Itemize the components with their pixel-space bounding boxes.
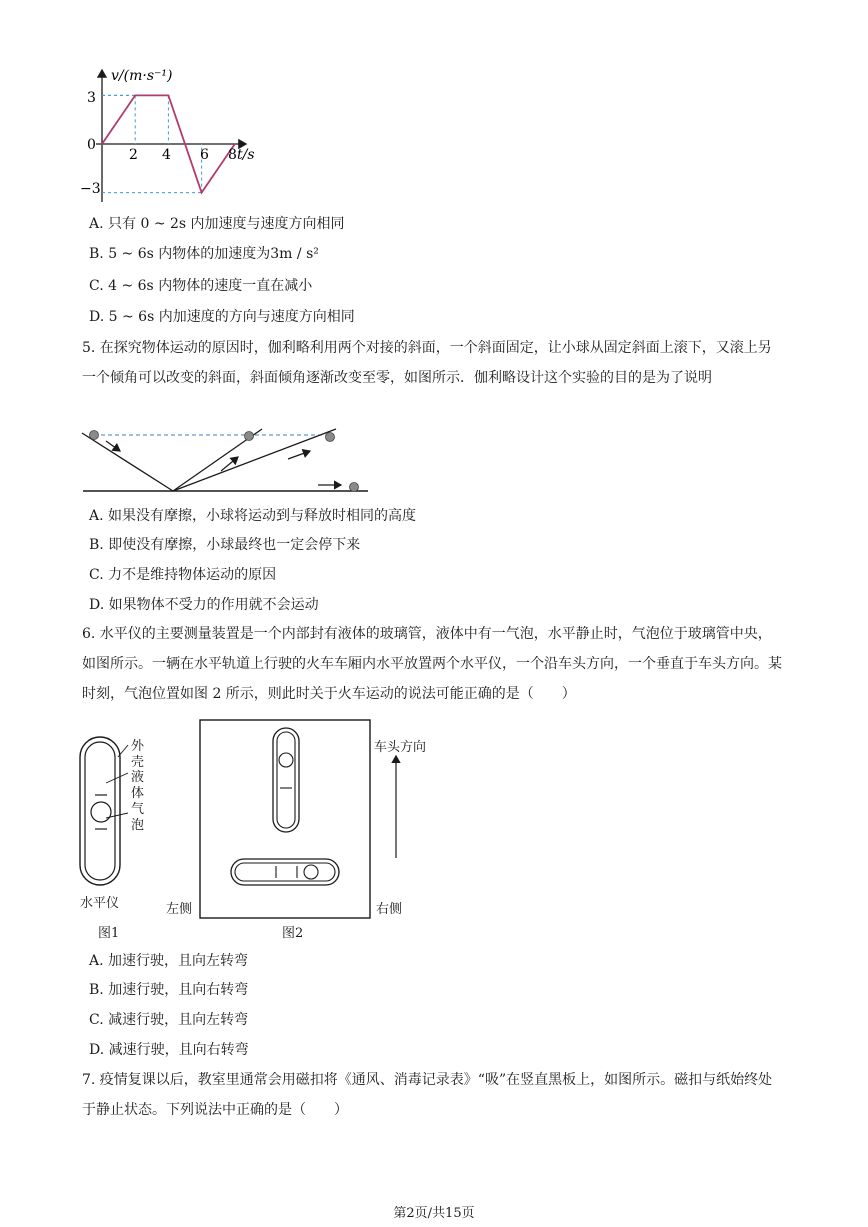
q6-option-d[interactable]: D. 减速行驶，且向右转弯 — [89, 1042, 249, 1058]
incline-shallow — [173, 429, 336, 491]
horizontal-level-tube — [235, 863, 335, 881]
vt-graph — [78, 60, 278, 210]
x-tick-6: 6 — [200, 147, 209, 163]
label-liquid-2: 体 — [131, 786, 145, 801]
vertical-level-bubble — [279, 753, 293, 767]
x-tick-4: 4 — [162, 147, 171, 163]
label-liquid-1: 液 — [131, 770, 145, 785]
figure-2-caption: 图2 — [282, 926, 304, 941]
vt-data-point — [168, 95, 170, 97]
figure-1-caption: 图1 — [98, 926, 120, 941]
y-tick-3: 3 — [87, 90, 96, 106]
horizontal-level-bubble — [304, 865, 318, 879]
q7-question: 7. 疫情复课以后，教室里通常会用磁扣将《通风、消毒记录表》“吸”在竖直黑板上，如图所示。磁扣与纸始终处于静止状态。下列说法中正确的是（ ） — [82, 1072, 773, 1118]
y-tick-neg3: −3 — [80, 181, 101, 197]
q5-option-c[interactable]: C. 力不是维持物体运动的原因 — [89, 567, 277, 583]
label-bubble-1: 气 — [131, 802, 145, 817]
ball-steep — [245, 432, 254, 441]
level-bubble — [91, 802, 111, 822]
vt-data-point — [134, 95, 136, 97]
label-shell-2: 壳 — [131, 755, 145, 770]
label-shell-1: 外 — [131, 739, 145, 754]
vt-x-axis-label: t/s — [237, 147, 255, 163]
y-tick-0: 0 — [87, 137, 96, 153]
vt-y-axis-label: v/(m·s⁻¹) — [111, 68, 173, 84]
vt-data-point — [234, 143, 236, 145]
q4-option-a[interactable]: A. 只有 0 ~ 2s 内加速度与速度方向相同 — [89, 216, 345, 232]
train-direction-label: 车头方向 — [374, 740, 427, 755]
q6-option-c[interactable]: C. 减速行驶，且向左转弯 — [89, 1012, 249, 1028]
q6-option-b[interactable]: B. 加速行驶，且向右转弯 — [89, 982, 249, 998]
vt-data-point — [101, 143, 103, 145]
q5-option-a[interactable]: A. 如果没有摩擦，小球将运动到与释放时相同的高度 — [89, 508, 417, 524]
ball-flat — [350, 483, 359, 492]
q4-option-d[interactable]: D. 5 ~ 6s 内加速度的方向与速度方向相同 — [89, 309, 355, 325]
right-side-label: 右侧 — [376, 902, 403, 917]
ball-start — [90, 431, 99, 440]
q4-option-c[interactable]: C. 4 ~ 6s 内物体的速度一直在减小 — [89, 278, 313, 294]
q5-question: 5. 在探究物体运动的原因时，伽利略利用两个对接的斜面，一个斜面固定，让小球从固定斜面上滚下，又滚上另一个倾角可以改变的斜面，斜面倾角逐渐改变至零，如图所示．伽利略设计这个实验的目的是为了说明 — [82, 340, 772, 386]
level-name: 水平仪 — [80, 896, 120, 911]
train-car-floor — [200, 720, 370, 918]
q5-option-b[interactable]: B. 即使没有摩擦，小球最终也一定会停下来 — [89, 537, 361, 553]
fixed-incline — [82, 433, 173, 491]
q5-option-d[interactable]: D. 如果物体不受力的作用就不会运动 — [89, 597, 319, 613]
q6-option-a[interactable]: A. 加速行驶，且向左转弯 — [89, 953, 249, 969]
arrow-shallow — [288, 451, 310, 459]
q6-question: 6. 水平仪的主要测量装置是一个内部封有液体的玻璃管，液体中有一气泡，水平静止时，气泡位于玻璃管中央，如图所示。一辆在水平轨道上行驶的火车车厢内水平放置两个水平仪，一个沿车头方向，一个垂直于车头方向。某时刻，气泡位置如图 2 所示，则此时关于火车运动的说法可能正确的是（ ） — [82, 626, 782, 702]
x-tick-2: 2 — [129, 147, 138, 163]
x-tick-8: 8 — [228, 147, 237, 163]
leader-liquid — [106, 773, 128, 783]
vt-data-point — [201, 192, 203, 194]
page-number: 第2页/共15页 — [393, 1206, 475, 1221]
level-figure-1 — [78, 735, 168, 890]
left-side-label: 左侧 — [166, 902, 193, 917]
label-bubble-2: 泡 — [131, 818, 145, 833]
q4-option-b[interactable]: B. 5 ~ 6s 内物体的加速度为3m / s² — [89, 246, 319, 262]
incline-diagram — [78, 425, 378, 500]
ball-shallow — [326, 433, 335, 442]
vertical-level-tube — [277, 732, 295, 828]
